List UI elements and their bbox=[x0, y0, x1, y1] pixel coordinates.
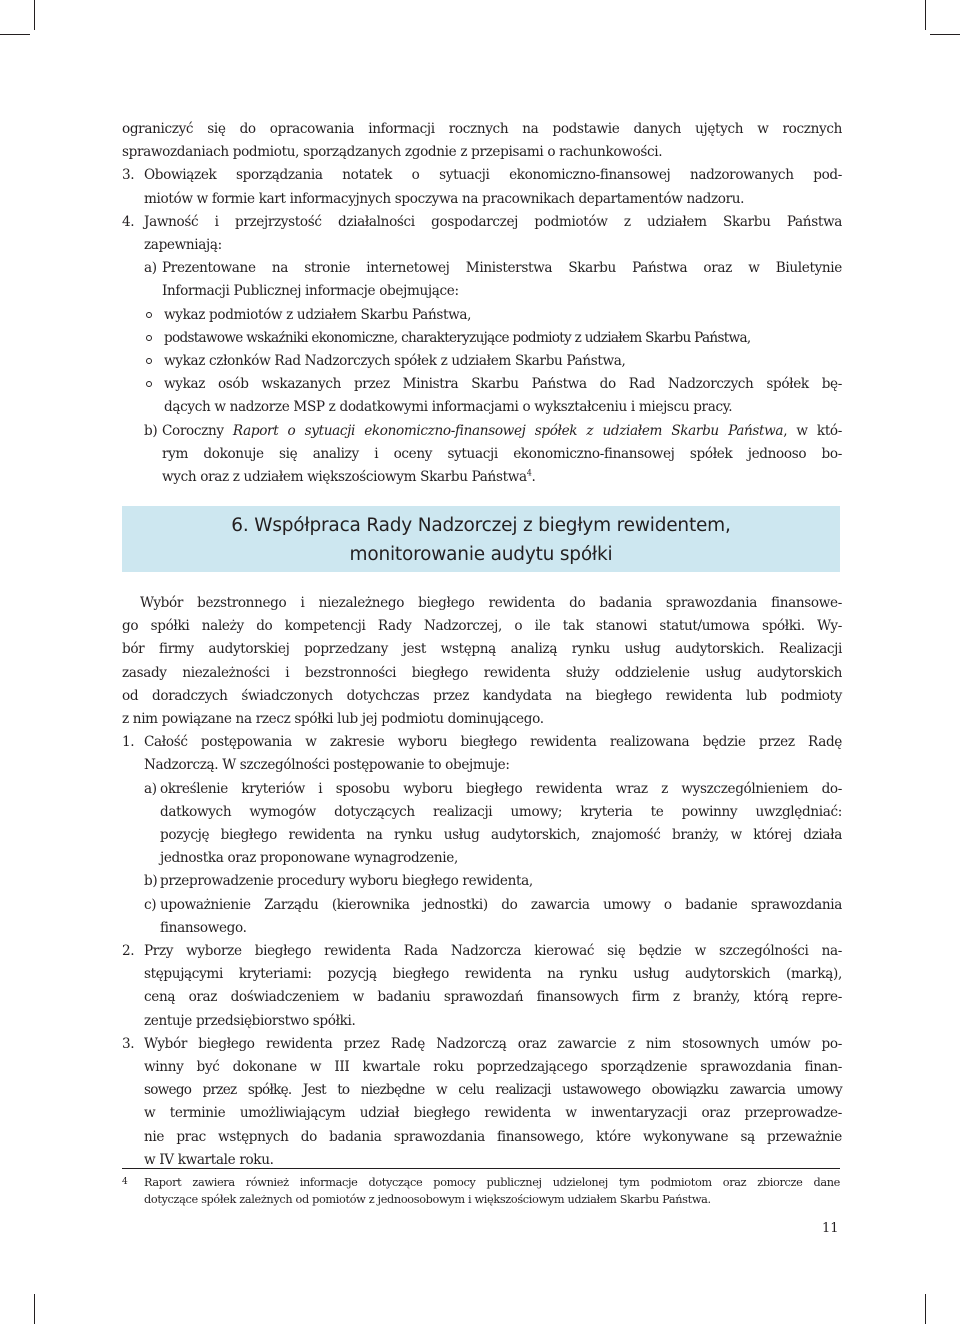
text-line: winny być dokonane w III kwartale roku poprzedzającego sporządzenie sprawozdania finan- bbox=[144, 1059, 842, 1076]
text-line: od doradczych świadczonych dotychczas przez kandydata na biegłego rewidenta lub podmioty bbox=[122, 687, 842, 704]
text-run: wych oraz z udziałem większościowym Skarbu Państwa bbox=[162, 469, 527, 486]
text-line: finansowego. bbox=[160, 919, 247, 936]
text-line: nie prac wstępnych do badania sprawozdania finansowego, które wykonywane są przeważnie bbox=[144, 1128, 842, 1145]
list-item-4 bbox=[122, 211, 842, 489]
page-number: 11 bbox=[822, 1221, 839, 1236]
footnote-number: 4 bbox=[122, 1177, 128, 1187]
text-line: Obowiązek sporządzania notatek o sytuacji ekonomiczno-finansowej nadzorowanych pod- bbox=[144, 167, 842, 184]
text-line: dących w nadzorze MSP z dodatkowymi informacjami o wykształceniu i miejscu pracy. bbox=[164, 399, 733, 416]
text-line: Wybór bezstronnego i niezależnego biegłego rewidenta do badania sprawozdania finansowe- bbox=[140, 595, 842, 611]
text-line: ograniczyć się do opracowania informacji rocznych na podstawie danych ujętych w rocznych bbox=[122, 121, 842, 137]
footnote-ref[interactable]: 4 bbox=[526, 468, 532, 478]
text-line: Jawność i przejrzystość działalności gospodarczej podmiotów z udziałem Skarbu Państwa bbox=[144, 213, 842, 230]
section-body bbox=[122, 592, 842, 1172]
text-line: Prezentowane na stronie internetowej Ministerstwa Skarbu Państwa oraz w Biuletynie bbox=[162, 260, 842, 277]
sub-item-a bbox=[144, 257, 842, 303]
bullet-item bbox=[122, 373, 842, 419]
circle-bullet-icon bbox=[146, 381, 152, 387]
list-item-3 bbox=[122, 1033, 842, 1172]
text-line: wykaz członków Rad Nadzorczych spółek z udziałem Skarbu Państwa, bbox=[164, 353, 626, 370]
circle-bullet-icon bbox=[146, 358, 152, 364]
list-item-2 bbox=[122, 940, 842, 1033]
text-line: ceną oraz doświadczeniem w badaniu sprawozdań finansowych firm z branży, którą repre- bbox=[144, 989, 842, 1006]
text-line: Nadzorczą. W szczególności postępowanie to obejmuje: bbox=[144, 757, 510, 774]
text-line: sprawozdaniach podmiotu, sporządzanych zgodnie z przepisami o rachunkowości. bbox=[122, 144, 663, 161]
crop-mark bbox=[34, 0, 35, 30]
sub-item-b bbox=[144, 420, 842, 490]
footnote-line: dotyczące spółek zależnych od pomiotów z jednoosobowym i większościowym udziałem Skarbu Państwa. bbox=[144, 1193, 711, 1206]
sub-label: a) bbox=[144, 260, 157, 277]
crop-mark bbox=[34, 1294, 35, 1324]
footnote-line: Raport zawiera również informacje dotyczące pomocy publicznej udzielonej tym podmiotom oraz zbiorcze dane bbox=[144, 1176, 840, 1189]
text-line: upoważnienie Zarządu (kierownika jednostki) do zawarcia umowy o badanie sprawozdania bbox=[160, 896, 842, 913]
sub-label: c) bbox=[144, 896, 157, 913]
text-line: zapewniają: bbox=[144, 237, 222, 254]
text-line: sowego przez spółkę. Jest to niezbędne w celu realizacji ustawowego obowiązku zawarcia umowy bbox=[144, 1082, 842, 1099]
text-line: wykaz podmiotów z udziałem Skarbu Państwa, bbox=[164, 306, 472, 323]
list-number: 1. bbox=[122, 734, 135, 751]
section-title bbox=[122, 506, 840, 569]
text-line: miotów w formie kart informacyjnych spoczywa na pracownikach departamentów nadzoru. bbox=[144, 190, 745, 207]
footnote-rule bbox=[122, 1168, 840, 1169]
text-line: bór firmy audytorskiej poprzedzany jest wstępną analizą rynku usług audytorskich. Realizacji bbox=[122, 641, 842, 658]
text-run: , w któ- bbox=[783, 422, 843, 439]
report-title: Raport o sytuacji ekonomiczno-finansowej spółek z udziałem Skarbu Państwa bbox=[232, 422, 784, 439]
text-line: pozycję biegłego rewidenta na rynku usług audytorskich, znajomość branży, w której działa bbox=[160, 827, 842, 844]
bullet-item bbox=[122, 327, 842, 350]
section-title-line: 6. Współpraca Rady Nadzorczej z biegłym rewidentem, bbox=[231, 515, 731, 536]
sub-item-a bbox=[144, 778, 842, 871]
list-number: 4. bbox=[122, 213, 135, 230]
crop-mark bbox=[0, 34, 30, 35]
sub-item-c bbox=[144, 894, 842, 940]
sub-label: b) bbox=[144, 873, 158, 890]
text-line: zasady niezależności i bezstronności biegłego rewidenta służy oddzielenie usług audytorskich bbox=[122, 664, 842, 681]
text-line: Wybór biegłego rewidenta przez Radę Nadzorczą oraz zawarcie z nim stosownych umów po- bbox=[144, 1035, 842, 1052]
section-title-line: monitorowanie audytu spółki bbox=[349, 544, 613, 565]
text-line: go spółki należy do kompetencji Rady Nadzorczej, o ile tak stanowi statut/umowa spółki. Wy- bbox=[122, 618, 842, 635]
bullet-item bbox=[122, 304, 842, 327]
text-line: Informacji Publicznej informacje obejmujące: bbox=[162, 283, 459, 300]
footnote bbox=[122, 1174, 840, 1208]
text-line: rym dokonuje się analizy i oceny sytuacji ekonomiczno-finansowej spółek jednooso bo- bbox=[162, 445, 842, 462]
list-number: 3. bbox=[122, 1035, 135, 1052]
text-line: zentuje przedsiębiorstwo spółki. bbox=[144, 1012, 356, 1029]
text-line: określenie kryteriów i sposobu wyboru biegłego rewidenta wraz z wyszczególnieniem do- bbox=[160, 780, 842, 797]
text-line: Całość postępowania w zakresie wyboru biegłego rewidenta realizowana będzie przez Radę bbox=[144, 734, 842, 751]
text-line: podstawowe wskaźniki ekonomiczne, charakteryzujące podmioty z udziałem Skarbu Państwa, bbox=[164, 329, 751, 346]
crop-mark bbox=[925, 0, 926, 30]
top-text-block bbox=[122, 118, 842, 489]
sub-item-b bbox=[144, 870, 842, 893]
text-line: wykaz osób wskazanych przez Ministra Skarbu Państwa do Rad Nadzorczych spółek bę- bbox=[164, 376, 842, 393]
circle-bullet-icon bbox=[146, 335, 152, 341]
text-line bbox=[162, 466, 842, 489]
text-line: jednostka oraz proponowane wynagrodzenie, bbox=[160, 850, 458, 867]
text-line: w IV kwartale roku. bbox=[144, 1151, 274, 1168]
text-line: stępującymi kryteriami: pozycją biegłego rewidenta na rynku usług audytorskich (marką), bbox=[144, 966, 842, 983]
text-run: Coroczny bbox=[162, 422, 233, 439]
text-run: . bbox=[531, 469, 536, 486]
text-line: w terminie umożliwiającym udział biegłego rewidenta w inwentaryzacji oraz przeprowadze- bbox=[144, 1105, 842, 1122]
text-line: Przy wyborze biegłego rewidenta Rada Nadzorcza kierować się będzie w szczególności na- bbox=[144, 943, 842, 960]
text-line: datkowych wymogów dotyczących realizacji umowy; kryteria te powinny uwzględniać: bbox=[160, 803, 842, 820]
list-item-3 bbox=[122, 164, 842, 210]
sub-label: b) bbox=[144, 422, 158, 439]
circle-bullet-icon bbox=[146, 312, 152, 318]
section-heading-box bbox=[122, 506, 840, 572]
text-line bbox=[162, 420, 842, 443]
list-number: 3. bbox=[122, 167, 135, 184]
list-number: 2. bbox=[122, 943, 135, 960]
bullet-item bbox=[122, 350, 842, 373]
text-line: przeprowadzenie procedury wyboru biegłego rewidenta, bbox=[160, 873, 533, 890]
crop-mark bbox=[930, 34, 960, 35]
text-line: z nim powiązane na rzecz spółki lub jej podmiotu dominującego. bbox=[122, 711, 544, 728]
list-item-1 bbox=[122, 731, 842, 940]
crop-mark bbox=[925, 1294, 926, 1324]
sub-label: a) bbox=[144, 780, 157, 797]
